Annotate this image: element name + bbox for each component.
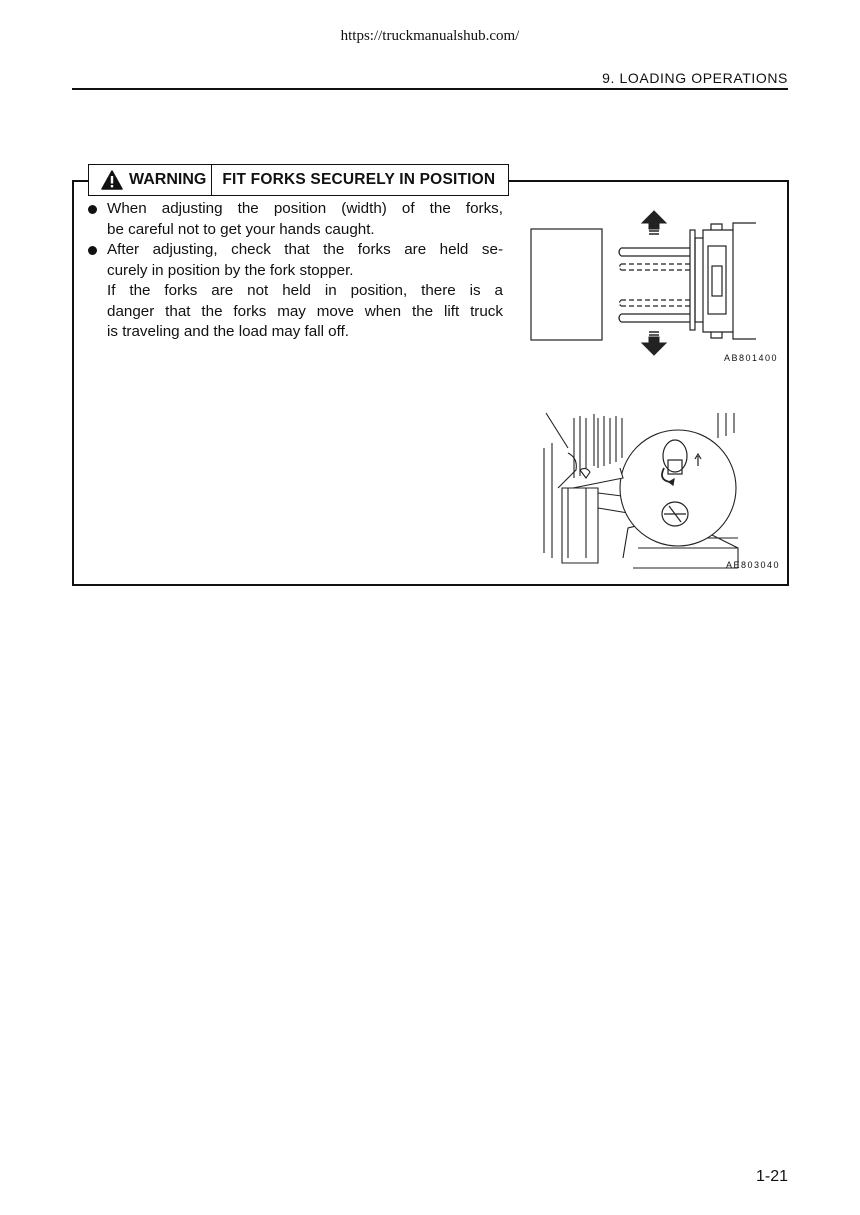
- text-line: is traveling and the load may fall off.: [107, 323, 350, 340]
- warning-header: [88, 164, 509, 196]
- warning-triangle-icon: [101, 170, 123, 190]
- page-number: 1-21: [755, 1168, 788, 1185]
- warning-item: [87, 240, 503, 343]
- text-line: After adjusting, check that the forks are held se-: [107, 241, 503, 258]
- source-url: https://truckmanualshub.com/: [340, 28, 520, 44]
- figure-code: AB801400: [724, 353, 779, 363]
- text-line: be careful not to get your hands caught.: [107, 220, 375, 238]
- down-arrow-icon: [642, 332, 666, 355]
- text-line: If the forks are not held in position, there is a: [107, 282, 503, 299]
- warning-item: [87, 199, 503, 240]
- text-line: danger that the forks may move when the lift truck: [107, 302, 503, 320]
- text-line: curely in position by the fork stopper.: [107, 261, 354, 279]
- warning-label: WARNING: [129, 171, 207, 188]
- header-rule: [72, 88, 788, 90]
- section-title: 9. LOADING OPERATIONS: [602, 70, 788, 86]
- fork-adjust-figure: [528, 208, 790, 368]
- text-line: When adjusting the position (width) of the forks,: [107, 200, 503, 217]
- fork-stopper-figure: [538, 408, 781, 572]
- bullet-icon: [88, 246, 97, 255]
- warning-text: [87, 199, 503, 343]
- bullet-icon: [88, 205, 97, 214]
- up-arrow-icon: [642, 211, 666, 234]
- warning-title: FIT FORKS SECURELY IN POSITION: [222, 171, 496, 188]
- warning-label-cell: [89, 165, 212, 195]
- figure-code: AE803040: [726, 560, 781, 570]
